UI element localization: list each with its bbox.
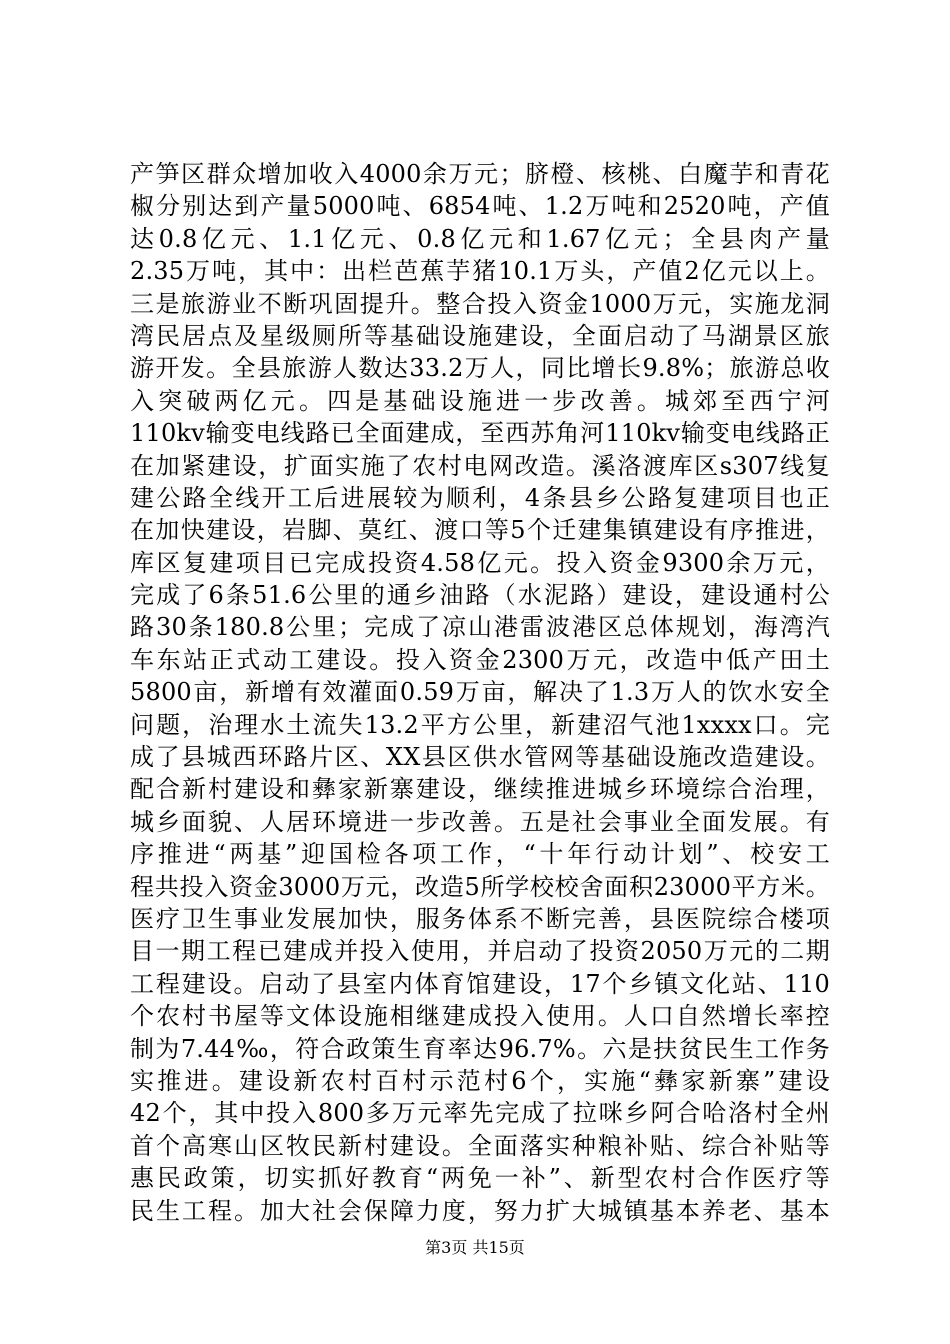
text-line: 入突破两亿元。四是基础设施进一步改善。城郊至西宁河 xyxy=(130,386,830,415)
text-line: 产笋区群众增加收入4000余万元；脐橙、核桃、白魔芋和青花 xyxy=(130,160,830,188)
text-line: 首个高寒山区牧民新村建设。全面落实种粮补贴、综合补贴等 xyxy=(130,1131,830,1160)
body-text xyxy=(130,158,830,1227)
text-line: 医疗卫生事业发展加快，服务体系不断完善，县医院综合楼项 xyxy=(130,904,830,933)
text-line: 在加紧建设，扩面实施了农村电网改造。溪洛渡库区s307线复 xyxy=(130,451,830,480)
text-line: 配合新村建设和彝家新寨建设，继续推进城乡环境综合治理， xyxy=(130,775,830,804)
text-line: 完成了6条51.6公里的通乡油路（水泥路）建设，建设通村公 xyxy=(130,581,830,610)
text-line: 在加快建设，岩脚、莫红、渡口等5个迁建集镇建设有序推进， xyxy=(130,516,830,545)
text-line: 民生工程。加大社会保障力度，努力扩大城镇基本养老、基本 xyxy=(130,1196,830,1225)
text-line: 制为7.44‰，符合政策生育率达96.7%。六是扶贫民生工作务 xyxy=(130,1034,830,1063)
page-footer xyxy=(0,1238,950,1258)
text-line: 达0.8亿元、1.1亿元、0.8亿元和1.67亿元；全县肉产量 xyxy=(130,224,830,253)
text-line: 路30条180.8公里；完成了凉山港雷波港区总体规划，海湾汽 xyxy=(130,613,830,642)
text-line: 实推进。建设新农村百村示范村6个，实施“彝家新寨”建设 xyxy=(130,1066,830,1095)
text-line: 车东站正式动工建设。投入资金2300万元，改造中低产田土 xyxy=(130,645,830,674)
text-line: 椒分别达到产量5000吨、6854吨、1.2万吨和2520吨，产值 xyxy=(130,192,830,221)
text-line: 城乡面貌、人居环境进一步改善。五是社会事业全面发展。有 xyxy=(130,807,830,836)
text-line: 成了县城西环路片区、XX县区供水管网等基础设施改造建设。 xyxy=(130,743,830,772)
text-line: 工程建设。启动了县室内体育馆建设，17个乡镇文化站、110 xyxy=(130,969,830,998)
text-line: 湾民居点及星级厕所等基础设施建设，全面启动了马湖景区旅 xyxy=(130,321,830,350)
text-line: 库区复建项目已完成投资4.58亿元。投入资金9300余万元， xyxy=(130,548,830,577)
text-line: 程共投入资金3000万元，改造5所学校校舍面积23000平方米。 xyxy=(130,872,830,901)
text-line: 42个，其中投入800多万元率先完成了拉咪乡阿合哈洛村全州 xyxy=(130,1099,830,1128)
text-line: 2.35万吨，其中：出栏芭蕉芋猪10.1万头，产值2亿元以上。 xyxy=(130,257,830,286)
text-line: 110kv输变电线路已全面建成，至西苏角河110kv输变电线路正 xyxy=(130,419,830,448)
text-line: 惠民政策，切实抓好教育“两免一补”、新型农村合作医疗等 xyxy=(130,1164,830,1193)
text-line: 个农村书屋等文体设施相继建成投入使用。人口自然增长率控 xyxy=(130,1002,830,1031)
page-number-label: 第3页 共15页 xyxy=(425,1238,525,1257)
text-line: 序推进“两基”迎国检各项工作，“十年行动计划”、校安工 xyxy=(130,840,830,869)
text-line: 5800亩，新增有效灌面0.59万亩，解决了1.3万人的饮水安全 xyxy=(130,678,830,707)
text-line: 游开发。全县旅游人数达33.2万人，同比增长9.8%；旅游总收 xyxy=(130,354,830,383)
text-line: 三是旅游业不断巩固提升。整合投入资金1000万元，实施龙洞 xyxy=(130,289,830,318)
text-line: 建公路全线开工后进展较为顺利，4条县乡公路复建项目也正 xyxy=(130,483,830,512)
text-line: 问题，治理水土流失13.2平方公里，新建沼气池1xxxx口。完 xyxy=(130,710,830,739)
text-line: 目一期工程已建成并投入使用，并启动了投资2050万元的二期 xyxy=(130,937,830,966)
